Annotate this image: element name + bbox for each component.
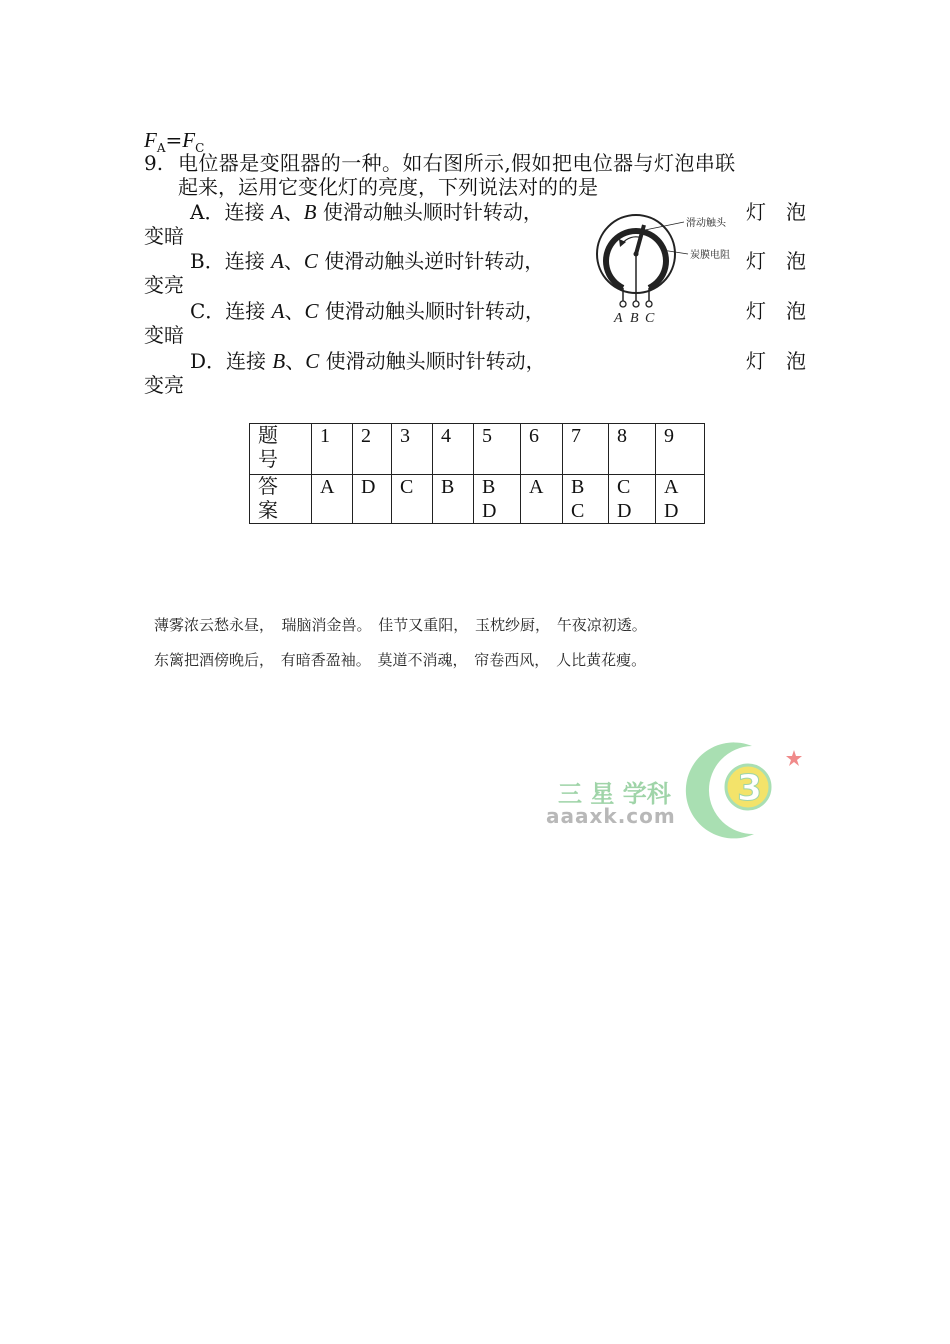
question-number: 9.	[144, 151, 164, 175]
option-b[interactable]: B．连接 A、C 使滑动触头逆时针转动， 灯 泡	[190, 249, 806, 273]
table-cell: A D	[656, 475, 705, 524]
table-cell: 4	[433, 424, 474, 475]
answer-table-answer-row	[250, 475, 705, 524]
terminal-a-pin	[620, 301, 626, 307]
table-cell: 5	[474, 424, 521, 475]
answer-table	[249, 423, 705, 524]
previous-answer: $F_A=F_C$	[144, 128, 205, 155]
option-c-wrap: 变暗	[144, 323, 184, 347]
terminal-a-label: A	[614, 311, 623, 326]
option-a[interactable]: A．连接 A、B 使滑动触头顺时针转动， 灯 泡	[190, 200, 806, 224]
table-cell: 2	[353, 424, 392, 475]
watermark-url: aaaxk.com	[546, 804, 676, 828]
option-d[interactable]: D．连接 B、C 使滑动触头顺时针转动， 灯 泡	[190, 349, 806, 373]
table-cell: D	[353, 475, 392, 524]
table-cell: B	[433, 475, 474, 524]
watermark-logo	[662, 740, 807, 840]
table-cell: 8	[609, 424, 656, 475]
table-cell: 9	[656, 424, 705, 475]
table-cell: 1	[312, 424, 353, 475]
film-label: 炭膜电阻	[690, 250, 730, 261]
potentiometer-figure	[592, 208, 742, 328]
terminal-b-pin	[633, 301, 639, 307]
table-cell: A	[312, 475, 353, 524]
question-stem-line2: 起来，运用它变化灯的亮度，下列说法对的的是	[178, 175, 598, 199]
option-c[interactable]: C．连接 A、C 使滑动触头顺时针转动， 灯 泡	[190, 299, 806, 323]
table-cell: A	[521, 475, 563, 524]
table-cell: 7	[563, 424, 609, 475]
slider-label: 滑动触头	[686, 218, 726, 229]
terminal-b-label: B	[630, 311, 639, 326]
table-cell: B C	[563, 475, 609, 524]
table-cell: B D	[474, 475, 521, 524]
option-d-wrap: 变亮	[144, 373, 184, 397]
watermark-brand: 三 星 学科	[558, 780, 671, 808]
table-cell: 答 案	[250, 475, 312, 524]
terminal-c-pin	[646, 301, 652, 307]
table-cell: 题 号	[250, 424, 312, 475]
option-a-wrap: 变暗	[144, 224, 184, 248]
watermark-badge-number: 3	[737, 768, 763, 809]
terminal-c-label: C	[645, 311, 655, 326]
answer-table-header-row	[250, 424, 705, 475]
question-stem-line1: 电位器是变阻器的一种。如右图所示,假如把电位器与灯泡串联	[178, 151, 736, 175]
table-cell: 6	[521, 424, 563, 475]
watermark-star-icon	[786, 750, 802, 766]
table-cell: 3	[392, 424, 433, 475]
table-cell: C	[392, 475, 433, 524]
option-b-wrap: 变亮	[144, 273, 184, 297]
table-cell: C D	[609, 475, 656, 524]
poem-line-2: 东篱把酒傍晚后， 有暗香盈袖。 莫道不消魂， 帘卷西风， 人比黄花瘦。	[154, 651, 647, 669]
poem-line-1: 薄雾浓云愁永昼， 瑞脑消金兽。 佳节又重阳， 玉枕纱厨， 午夜凉初透。	[154, 616, 647, 634]
